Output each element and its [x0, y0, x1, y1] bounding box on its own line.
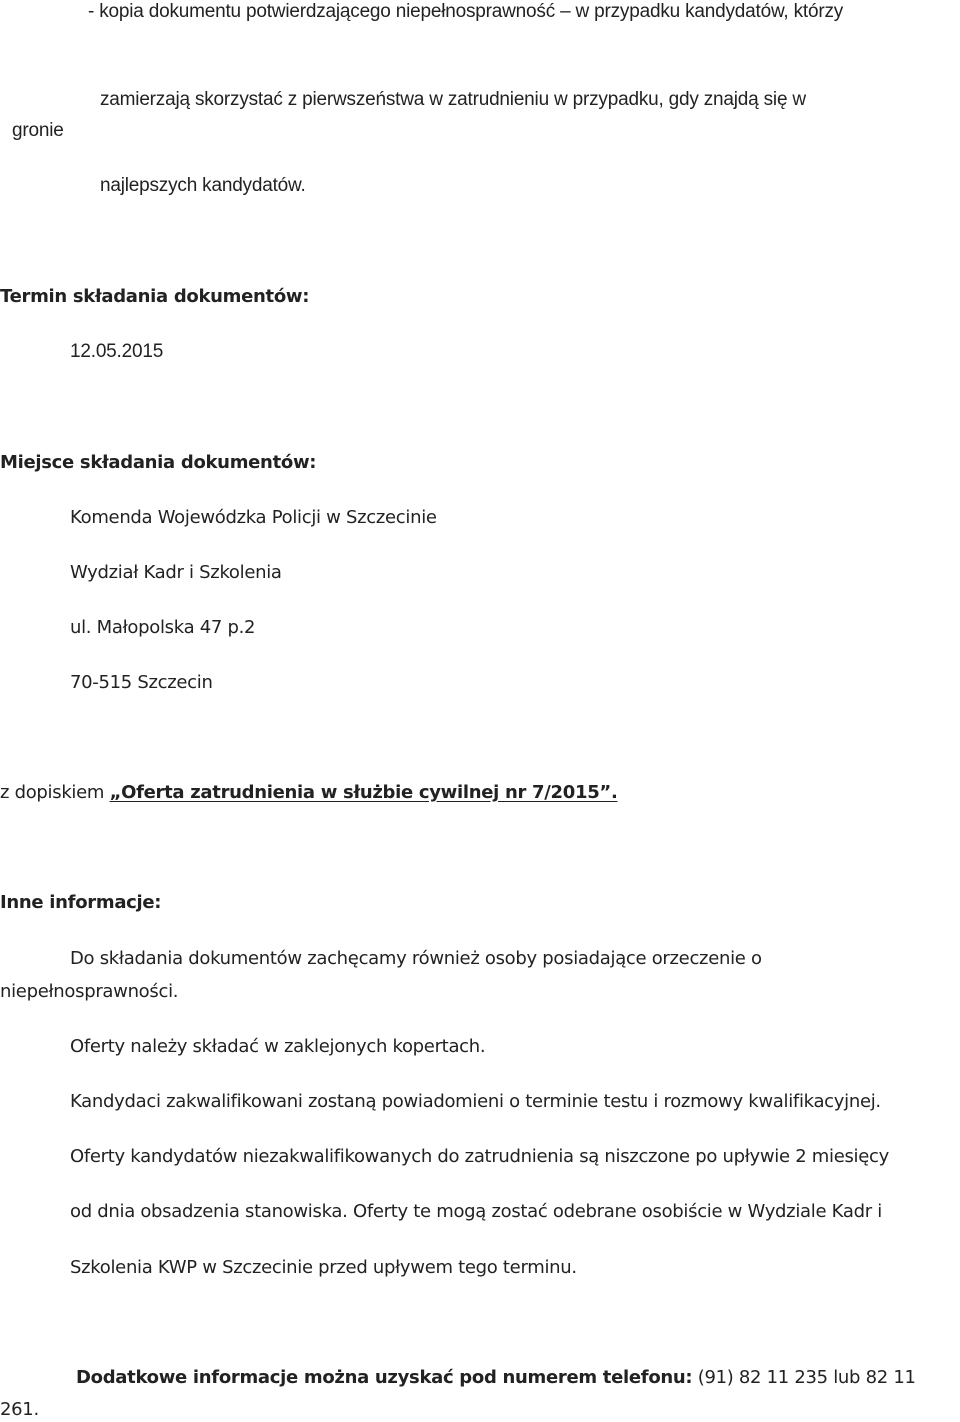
phone-tail: 261. — [0, 1399, 39, 1420]
address-line-3: ul. Małopolska 47 p.2 — [70, 617, 256, 638]
place-label: Miejsce składania dokumentów: — [0, 452, 317, 473]
phone-line — [76, 1366, 916, 1390]
info-line-4a: Oferty kandydatów niezakwalifikowanych do zatrudnienia są niszczone po upływie 2 miesięcy — [70, 1146, 889, 1167]
annotation-title: „Oferta zatrudnienia w służbie cywilnej nr 7/2015”. — [109, 782, 618, 803]
info-line-2: Oferty należy składać w zaklejonych kopertach. — [70, 1036, 486, 1057]
address-line-1: Komenda Wojewódzka Policji w Szczecinie — [70, 507, 437, 528]
requirement-line-3: najlepszych kandydatów. — [100, 175, 306, 196]
info-line-4c: Szkolenia KWP w Szczecinie przed upływem tego terminu. — [70, 1257, 577, 1278]
annotation-prefix: z dopiskiem — [0, 782, 110, 803]
requirement-line-1: - kopia dokumentu potwierdzającego niepełnosprawność – w przypadku kandydatów, którzy — [88, 1, 844, 22]
info-line-1a: Do składania dokumentów zachęcamy również osoby posiadające orzeczenie o — [70, 948, 762, 969]
deadline-label: Termin składania dokumentów: — [0, 286, 310, 307]
address-line-2: Wydział Kadr i Szkolenia — [70, 562, 282, 583]
info-line-3: Kandydaci zakwalifikowani zostaną powiadomieni o terminie testu i rozmowy kwalifikacyjnej. — [70, 1091, 881, 1112]
address-line-4: 70-515 Szczecin — [70, 672, 213, 693]
deadline-date: 12.05.2015 — [70, 341, 164, 362]
phone-number: (91) 82 11 235 lub 82 11 — [692, 1367, 916, 1388]
phone-label: Dodatkowe informacje można uzyskać pod numerem telefonu: — [76, 1367, 693, 1388]
info-line-4b: od dnia obsadzenia stanowiska. Oferty te mogą zostać odebrane osobiście w Wydziale Kadr i — [70, 1201, 882, 1222]
requirement-line-2: zamierzają skorzystać z pierwszeństwa w zatrudnieniu w przypadku, gdy znajdą się w — [100, 89, 806, 110]
other-info-label: Inne informacje: — [0, 892, 162, 913]
requirement-line-gronie: gronie — [12, 120, 64, 141]
info-line-1b: niepełnosprawności. — [0, 981, 179, 1002]
annotation-line — [0, 781, 618, 805]
